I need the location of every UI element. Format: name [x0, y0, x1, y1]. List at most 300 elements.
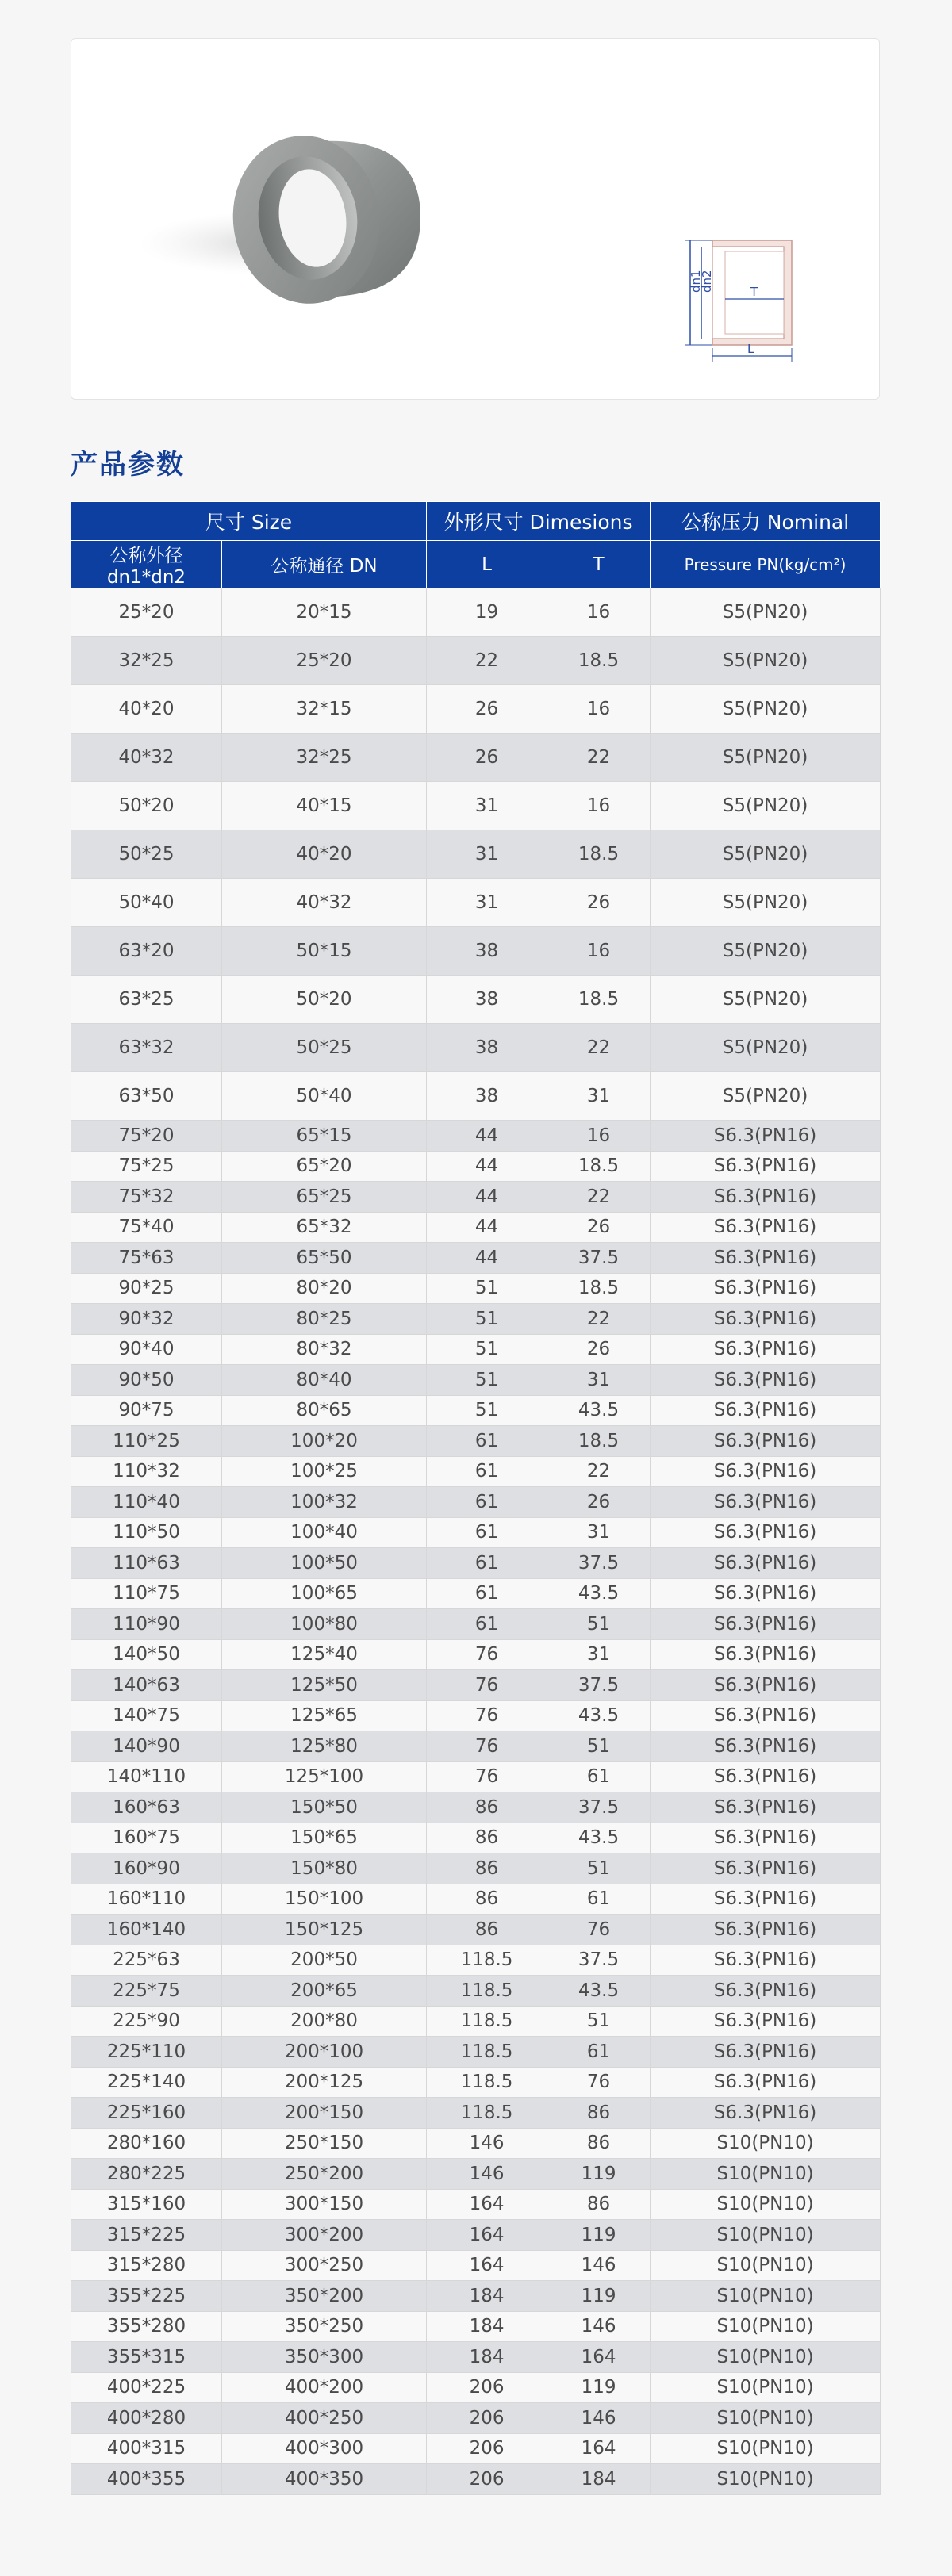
cell-pressure: S6.3(PN16): [651, 1976, 881, 2007]
table-row: [71, 1731, 881, 1762]
cell-l: 86: [427, 1792, 547, 1823]
cell-pressure: S6.3(PN16): [651, 2067, 881, 2098]
cell-outer-diameter: 160*75: [71, 1823, 222, 1853]
cell-bore: 65*25: [222, 1182, 427, 1213]
cell-pressure: S5(PN20): [651, 879, 881, 927]
cell-t: 43.5: [547, 1395, 651, 1426]
table-row: [71, 685, 881, 734]
cell-bore: 400*250: [222, 2403, 427, 2434]
table-row: [71, 976, 881, 1024]
cell-pressure: S5(PN20): [651, 685, 881, 734]
cell-pressure: S5(PN20): [651, 1072, 881, 1121]
table-row: [71, 1915, 881, 1945]
cell-pressure: S10(PN10): [651, 2342, 881, 2373]
cell-t: 43.5: [547, 1700, 651, 1731]
cell-bore: 125*50: [222, 1670, 427, 1701]
table-row: [71, 1151, 881, 1182]
cell-pressure: S6.3(PN16): [651, 1792, 881, 1823]
dimension-diagram: [674, 229, 833, 380]
table-row: [71, 2128, 881, 2159]
table-row: [71, 1761, 881, 1792]
table-row: [71, 2372, 881, 2403]
cell-bore: 150*50: [222, 1792, 427, 1823]
cell-bore: 40*15: [222, 782, 427, 830]
cell-outer-diameter: 110*90: [71, 1609, 222, 1640]
cell-t: 51: [547, 2006, 651, 2037]
cell-outer-diameter: 75*20: [71, 1121, 222, 1152]
cell-t: 146: [547, 2250, 651, 2281]
table-row: [71, 2159, 881, 2190]
cell-t: 31: [547, 1072, 651, 1121]
cell-pressure: S6.3(PN16): [651, 1334, 881, 1365]
table-row: [71, 1578, 881, 1609]
cell-l: 86: [427, 1915, 547, 1945]
table-row: [71, 1517, 881, 1548]
table-row: [71, 2067, 881, 2098]
cell-outer-diameter: 110*25: [71, 1426, 222, 1457]
cell-pressure: S5(PN20): [651, 976, 881, 1024]
cell-t: 164: [547, 2433, 651, 2464]
cell-bore: 300*150: [222, 2189, 427, 2220]
cell-l: 76: [427, 1639, 547, 1670]
cell-bore: 80*20: [222, 1273, 427, 1304]
cell-l: 26: [427, 734, 547, 782]
cell-bore: 200*50: [222, 1945, 427, 1976]
cell-l: 38: [427, 976, 547, 1024]
cell-pressure: S5(PN20): [651, 734, 881, 782]
cell-t: 18.5: [547, 1273, 651, 1304]
cell-bore: 40*20: [222, 830, 427, 879]
cell-pressure: S5(PN20): [651, 927, 881, 976]
cell-outer-diameter: 140*90: [71, 1731, 222, 1762]
cell-outer-diameter: 50*40: [71, 879, 222, 927]
cell-bore: 300*250: [222, 2250, 427, 2281]
cell-pressure: S6.3(PN16): [651, 1304, 881, 1335]
cell-l: 61: [427, 1548, 547, 1579]
cell-outer-diameter: 140*63: [71, 1670, 222, 1701]
cell-pressure: S6.3(PN16): [651, 1731, 881, 1762]
cell-outer-diameter: 32*25: [71, 637, 222, 685]
cell-pressure: S5(PN20): [651, 782, 881, 830]
table-row: [71, 1639, 881, 1670]
cell-l: 38: [427, 1072, 547, 1121]
cell-pressure: S6.3(PN16): [651, 1426, 881, 1457]
cell-pressure: S10(PN10): [651, 2250, 881, 2281]
cell-pressure: S10(PN10): [651, 2189, 881, 2220]
cell-l: 206: [427, 2464, 547, 2495]
cell-l: 51: [427, 1334, 547, 1365]
table-row: [71, 782, 881, 830]
table-row: [71, 1853, 881, 1884]
cell-l: 76: [427, 1700, 547, 1731]
cell-l: 61: [427, 1609, 547, 1640]
cell-t: 37.5: [547, 1548, 651, 1579]
cell-outer-diameter: 50*25: [71, 830, 222, 879]
table-row: [71, 1792, 881, 1823]
cell-l: 44: [427, 1121, 547, 1152]
table-row: [71, 1945, 881, 1976]
cell-bore: 350*300: [222, 2342, 427, 2373]
cell-bore: 32*15: [222, 685, 427, 734]
cell-outer-diameter: 225*140: [71, 2067, 222, 2098]
table-row: [71, 1456, 881, 1487]
table-row: [71, 1426, 881, 1457]
cell-pressure: S6.3(PN16): [651, 1212, 881, 1243]
cell-bore: 65*20: [222, 1151, 427, 1182]
cell-outer-diameter: 110*63: [71, 1548, 222, 1579]
cell-pressure: S6.3(PN16): [651, 1548, 881, 1579]
cell-l: 206: [427, 2372, 547, 2403]
cell-pressure: S10(PN10): [651, 2128, 881, 2159]
cell-l: 206: [427, 2403, 547, 2434]
header-t: T: [547, 541, 651, 588]
table-row: [71, 1609, 881, 1640]
cell-l: 76: [427, 1761, 547, 1792]
cell-outer-diameter: 63*50: [71, 1072, 222, 1121]
cell-bore: 20*15: [222, 588, 427, 637]
table-row: [71, 1823, 881, 1853]
table-row: [71, 637, 881, 685]
cell-pressure: S6.3(PN16): [651, 1121, 881, 1152]
cell-outer-diameter: 90*32: [71, 1304, 222, 1335]
table-row: [71, 1024, 881, 1072]
cell-pressure: S5(PN20): [651, 1024, 881, 1072]
cell-outer-diameter: 315*225: [71, 2220, 222, 2251]
cell-bore: 250*200: [222, 2159, 427, 2190]
cell-t: 76: [547, 2067, 651, 2098]
cell-outer-diameter: 400*225: [71, 2372, 222, 2403]
cell-outer-diameter: 160*63: [71, 1792, 222, 1823]
cell-t: 43.5: [547, 1823, 651, 1853]
cell-outer-diameter: 355*280: [71, 2311, 222, 2342]
cell-t: 37.5: [547, 1243, 651, 1274]
cell-t: 86: [547, 2189, 651, 2220]
cell-t: 61: [547, 2037, 651, 2068]
cell-l: 184: [427, 2342, 547, 2373]
cell-l: 164: [427, 2189, 547, 2220]
cell-l: 86: [427, 1823, 547, 1853]
table-row: [71, 1700, 881, 1731]
cell-t: 51: [547, 1609, 651, 1640]
cell-l: 44: [427, 1182, 547, 1213]
cell-pressure: S6.3(PN16): [651, 1182, 881, 1213]
cell-t: 86: [547, 2098, 651, 2129]
cell-bore: 150*65: [222, 1823, 427, 1853]
table-row: [71, 1670, 881, 1701]
cell-t: 86: [547, 2128, 651, 2159]
cell-l: 61: [427, 1456, 547, 1487]
cell-pressure: S6.3(PN16): [651, 1761, 881, 1792]
header-l: L: [427, 541, 547, 588]
cell-l: 146: [427, 2159, 547, 2190]
cell-bore: 80*32: [222, 1334, 427, 1365]
cell-l: 19: [427, 588, 547, 637]
table-row: [71, 1121, 881, 1152]
cell-outer-diameter: 140*75: [71, 1700, 222, 1731]
product-image-card: [71, 38, 880, 400]
cell-bore: 125*100: [222, 1761, 427, 1792]
cell-outer-diameter: 225*90: [71, 2006, 222, 2037]
cell-pressure: S10(PN10): [651, 2311, 881, 2342]
cell-outer-diameter: 75*25: [71, 1151, 222, 1182]
cell-bore: 50*40: [222, 1072, 427, 1121]
header-outer-diameter: 公称外径 dn1*dn2: [71, 541, 222, 588]
cell-outer-diameter: 75*63: [71, 1243, 222, 1274]
table-row: [71, 2037, 881, 2068]
cell-pressure: S6.3(PN16): [651, 1487, 881, 1518]
cell-t: 22: [547, 1304, 651, 1335]
cell-l: 26: [427, 685, 547, 734]
cell-l: 51: [427, 1304, 547, 1335]
cell-l: 118.5: [427, 2006, 547, 2037]
table-row: [71, 588, 881, 637]
cell-bore: 100*80: [222, 1609, 427, 1640]
cell-l: 51: [427, 1365, 547, 1396]
table-row: [71, 2006, 881, 2037]
cell-pressure: S6.3(PN16): [651, 1884, 881, 1915]
cell-bore: 65*15: [222, 1121, 427, 1152]
table-row: [71, 2098, 881, 2129]
cell-outer-diameter: 90*40: [71, 1334, 222, 1365]
cell-bore: 150*80: [222, 1853, 427, 1884]
cell-l: 76: [427, 1731, 547, 1762]
cell-l: 61: [427, 1426, 547, 1457]
cell-outer-diameter: 400*355: [71, 2464, 222, 2495]
header-pressure: Pressure PN(kg/cm²): [651, 541, 881, 588]
cell-pressure: S10(PN10): [651, 2159, 881, 2190]
diagram-label-t: T: [750, 285, 758, 299]
cell-t: 18.5: [547, 637, 651, 685]
cell-outer-diameter: 160*110: [71, 1884, 222, 1915]
cell-l: 61: [427, 1487, 547, 1518]
cell-t: 51: [547, 1731, 651, 1762]
cell-t: 18.5: [547, 1426, 651, 1457]
cell-l: 38: [427, 927, 547, 976]
cell-t: 119: [547, 2159, 651, 2190]
cell-pressure: S6.3(PN16): [651, 1243, 881, 1274]
table-row: [71, 1548, 881, 1579]
cell-t: 22: [547, 1456, 651, 1487]
cell-l: 146: [427, 2128, 547, 2159]
cell-bore: 80*65: [222, 1395, 427, 1426]
spec-table: [71, 501, 881, 2495]
cell-bore: 200*65: [222, 1976, 427, 2007]
cell-t: 37.5: [547, 1670, 651, 1701]
cell-bore: 50*20: [222, 976, 427, 1024]
cell-outer-diameter: 225*75: [71, 1976, 222, 2007]
cell-bore: 150*100: [222, 1884, 427, 1915]
cell-pressure: S6.3(PN16): [651, 1700, 881, 1731]
table-row: [71, 1072, 881, 1121]
cell-pressure: S6.3(PN16): [651, 2006, 881, 2037]
cell-outer-diameter: 90*75: [71, 1395, 222, 1426]
cell-bore: 50*25: [222, 1024, 427, 1072]
cell-bore: 40*32: [222, 879, 427, 927]
cell-pressure: S10(PN10): [651, 2372, 881, 2403]
cell-pressure: S6.3(PN16): [651, 1609, 881, 1640]
cell-t: 31: [547, 1639, 651, 1670]
cell-pressure: S10(PN10): [651, 2281, 881, 2312]
cell-outer-diameter: 110*40: [71, 1487, 222, 1518]
cell-bore: 400*300: [222, 2433, 427, 2464]
cell-t: 31: [547, 1517, 651, 1548]
cell-l: 61: [427, 1578, 547, 1609]
cell-outer-diameter: 400*315: [71, 2433, 222, 2464]
cell-bore: 400*350: [222, 2464, 427, 2495]
cell-l: 22: [427, 637, 547, 685]
cell-l: 184: [427, 2311, 547, 2342]
cell-outer-diameter: 400*280: [71, 2403, 222, 2434]
cell-bore: 350*200: [222, 2281, 427, 2312]
cell-bore: 65*32: [222, 1212, 427, 1243]
diagram-label-dn2: dn2: [700, 270, 714, 293]
cell-t: 61: [547, 1761, 651, 1792]
cell-bore: 100*40: [222, 1517, 427, 1548]
cell-bore: 400*200: [222, 2372, 427, 2403]
cell-bore: 25*20: [222, 637, 427, 685]
cell-l: 76: [427, 1670, 547, 1701]
cell-outer-diameter: 63*25: [71, 976, 222, 1024]
cell-pressure: S10(PN10): [651, 2403, 881, 2434]
cell-t: 18.5: [547, 1151, 651, 1182]
table-row: [71, 2433, 881, 2464]
spec-table-body: [71, 588, 881, 2495]
cell-bore: 200*150: [222, 2098, 427, 2129]
cell-t: 22: [547, 1182, 651, 1213]
cell-outer-diameter: 280*225: [71, 2159, 222, 2190]
cell-pressure: S6.3(PN16): [651, 1273, 881, 1304]
cell-t: 61: [547, 1884, 651, 1915]
cell-l: 118.5: [427, 2067, 547, 2098]
cell-bore: 80*25: [222, 1304, 427, 1335]
cell-t: 22: [547, 1024, 651, 1072]
cell-outer-diameter: 160*140: [71, 1915, 222, 1945]
cell-outer-diameter: 315*280: [71, 2250, 222, 2281]
header-bore: 公称通径 DN: [222, 541, 427, 588]
cell-bore: 200*125: [222, 2067, 427, 2098]
cell-outer-diameter: 63*32: [71, 1024, 222, 1072]
cell-pressure: S6.3(PN16): [651, 1151, 881, 1182]
cell-pressure: S6.3(PN16): [651, 1915, 881, 1945]
cell-pressure: S5(PN20): [651, 830, 881, 879]
cell-t: 18.5: [547, 976, 651, 1024]
cell-bore: 65*50: [222, 1243, 427, 1274]
cell-outer-diameter: 50*20: [71, 782, 222, 830]
cell-t: 37.5: [547, 1945, 651, 1976]
cell-bore: 100*65: [222, 1578, 427, 1609]
cell-l: 31: [427, 879, 547, 927]
cell-pressure: S6.3(PN16): [651, 1639, 881, 1670]
cell-pressure: S6.3(PN16): [651, 1365, 881, 1396]
cell-l: 31: [427, 782, 547, 830]
table-row: [71, 1212, 881, 1243]
cell-t: 16: [547, 782, 651, 830]
cell-l: 118.5: [427, 1976, 547, 2007]
cell-pressure: S6.3(PN16): [651, 1823, 881, 1853]
cell-outer-diameter: 110*32: [71, 1456, 222, 1487]
cell-bore: 125*80: [222, 1731, 427, 1762]
cell-outer-diameter: 225*160: [71, 2098, 222, 2129]
cell-l: 51: [427, 1273, 547, 1304]
cell-outer-diameter: 315*160: [71, 2189, 222, 2220]
table-row: [71, 2311, 881, 2342]
table-row: [71, 1395, 881, 1426]
cell-bore: 50*15: [222, 927, 427, 976]
table-row: [71, 2281, 881, 2312]
cell-outer-diameter: 90*25: [71, 1273, 222, 1304]
header-size: 尺寸 Size: [71, 502, 427, 541]
cell-bore: 150*125: [222, 1915, 427, 1945]
cell-l: 44: [427, 1243, 547, 1274]
cell-t: 22: [547, 734, 651, 782]
cell-l: 86: [427, 1853, 547, 1884]
cell-bore: 250*150: [222, 2128, 427, 2159]
cell-t: 43.5: [547, 1578, 651, 1609]
table-row: [71, 1243, 881, 1274]
cell-t: 18.5: [547, 830, 651, 879]
cell-l: 51: [427, 1395, 547, 1426]
cell-outer-diameter: 225*63: [71, 1945, 222, 1976]
cell-t: 16: [547, 685, 651, 734]
cell-l: 118.5: [427, 2098, 547, 2129]
cell-pressure: S6.3(PN16): [651, 1670, 881, 1701]
cell-l: 164: [427, 2250, 547, 2281]
cell-outer-diameter: 355*315: [71, 2342, 222, 2373]
cell-t: 119: [547, 2281, 651, 2312]
cell-t: 31: [547, 1365, 651, 1396]
cell-t: 26: [547, 1487, 651, 1518]
table-row: [71, 1334, 881, 1365]
cell-outer-diameter: 75*32: [71, 1182, 222, 1213]
cell-outer-diameter: 40*32: [71, 734, 222, 782]
cell-bore: 100*32: [222, 1487, 427, 1518]
table-row: [71, 1884, 881, 1915]
cell-t: 146: [547, 2403, 651, 2434]
cell-outer-diameter: 140*110: [71, 1761, 222, 1792]
cell-pressure: S10(PN10): [651, 2220, 881, 2251]
cell-l: 118.5: [427, 1945, 547, 1976]
cell-l: 31: [427, 830, 547, 879]
table-row: [71, 1487, 881, 1518]
cell-t: 16: [547, 927, 651, 976]
header-dimensions: 外形尺寸 Dimesions: [427, 502, 651, 541]
cell-bore: 32*25: [222, 734, 427, 782]
cell-outer-diameter: 40*20: [71, 685, 222, 734]
cell-outer-diameter: 25*20: [71, 588, 222, 637]
cell-t: 16: [547, 1121, 651, 1152]
cell-l: 184: [427, 2281, 547, 2312]
cell-bore: 80*40: [222, 1365, 427, 1396]
table-row: [71, 2220, 881, 2251]
cell-t: 164: [547, 2342, 651, 2373]
cell-pressure: S6.3(PN16): [651, 1517, 881, 1548]
cell-t: 26: [547, 1212, 651, 1243]
cell-l: 61: [427, 1517, 547, 1548]
cell-pressure: S6.3(PN16): [651, 1456, 881, 1487]
table-row: [71, 1365, 881, 1396]
cell-pressure: S10(PN10): [651, 2433, 881, 2464]
table-row: [71, 2189, 881, 2220]
cell-t: 119: [547, 2220, 651, 2251]
diagram-label-l: L: [747, 342, 754, 356]
cell-pressure: S6.3(PN16): [651, 1945, 881, 1976]
table-row: [71, 830, 881, 879]
cell-t: 76: [547, 1915, 651, 1945]
cell-l: 44: [427, 1151, 547, 1182]
cell-l: 86: [427, 1884, 547, 1915]
table-row: [71, 927, 881, 976]
cell-bore: 200*80: [222, 2006, 427, 2037]
